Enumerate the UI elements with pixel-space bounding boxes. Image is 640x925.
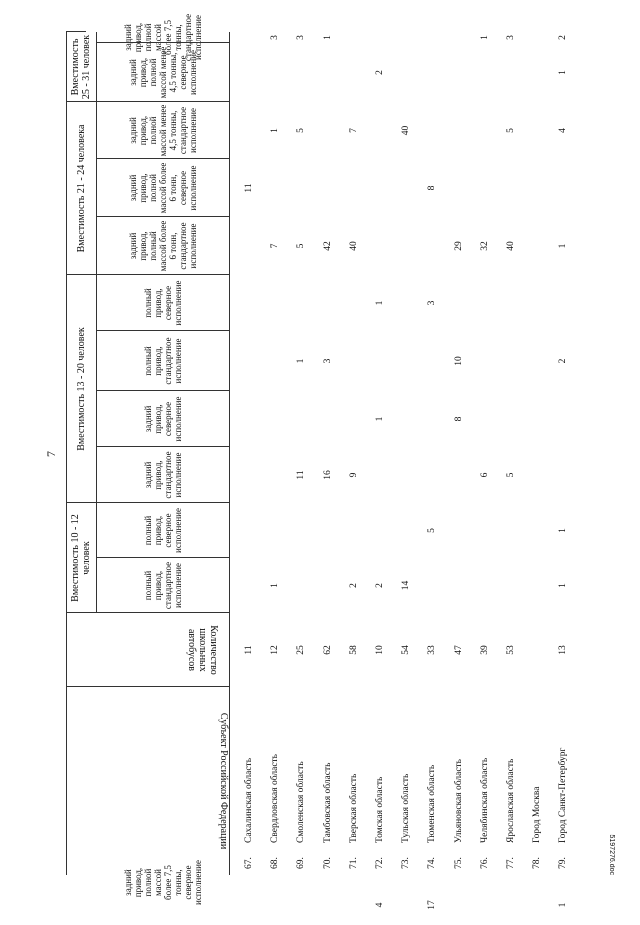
header-capacity-group: Вместимость 25 - 31 человек bbox=[70, 34, 92, 100]
row-cell-value: 3 bbox=[296, 35, 307, 40]
row-subject-name: Тамбовская область bbox=[322, 762, 333, 843]
row-bus-count: 62 bbox=[322, 645, 333, 655]
row-cell-value: 4 bbox=[558, 128, 569, 133]
row-number: 68. bbox=[270, 857, 281, 869]
row-cell-value: 1 bbox=[270, 128, 281, 133]
row-cell-value: 6 bbox=[479, 472, 490, 478]
row-subject-name: Свердловская область bbox=[270, 753, 281, 843]
row-subject-name: Томская область bbox=[375, 776, 385, 843]
grid-line bbox=[96, 42, 229, 43]
header-capacity-group: Вместимость 21 - 24 человека bbox=[75, 124, 87, 253]
grid-line bbox=[66, 502, 229, 503]
row-bus-count: 47 bbox=[453, 645, 464, 655]
row-cell-value: 1 bbox=[375, 416, 385, 422]
row-cell-value: 40 bbox=[506, 241, 516, 251]
row-subject-name: Смоленская область bbox=[296, 761, 307, 843]
grid-line bbox=[96, 330, 229, 331]
grid-line bbox=[96, 216, 229, 217]
row-cell-value: 5 bbox=[506, 472, 516, 478]
row-cell-value: 5 bbox=[427, 528, 438, 533]
header-capacity-group: Вместимость 13 - 20 человек bbox=[75, 327, 87, 451]
header-capacity-group: Вместимость 10 - 12 человек bbox=[70, 514, 92, 602]
grid-line bbox=[66, 32, 67, 875]
row-subject-name: Тюменская область bbox=[427, 764, 438, 843]
row-number: 70. bbox=[322, 857, 333, 869]
row-number: 75. bbox=[453, 857, 464, 869]
row-subject-name: Город Санкт-Петербург bbox=[558, 747, 569, 843]
header-drive-column: полный привод, стандартное исполнение bbox=[142, 561, 183, 610]
row-cell-value: 5 bbox=[506, 128, 516, 133]
header-drive-column: полный привод, северное исполнение bbox=[142, 280, 183, 326]
row-cell-value: 1 bbox=[479, 35, 490, 40]
row-cell-value: 14 bbox=[401, 580, 412, 591]
row-number: 79. bbox=[558, 857, 569, 869]
grid-line bbox=[96, 557, 229, 558]
row-cell-value: 17 bbox=[427, 900, 438, 910]
row-number: 76. bbox=[479, 857, 490, 869]
row-number: 72. bbox=[375, 857, 385, 869]
row-cell-value: 7 bbox=[348, 128, 359, 133]
grid-line bbox=[96, 446, 229, 447]
row-cell-value: 10 bbox=[453, 356, 464, 366]
row-cell-value: 3 bbox=[506, 35, 516, 40]
row-subject-name: Челябинская область bbox=[479, 757, 490, 843]
grid-line bbox=[96, 390, 229, 391]
header-drive-column: задний привод, северное исполнение bbox=[142, 396, 183, 442]
row-cell-value: 1 bbox=[558, 70, 569, 75]
row-cell-value: 1 bbox=[322, 35, 333, 40]
row-bus-count: 13 bbox=[558, 645, 569, 655]
row-bus-count: 39 bbox=[479, 645, 490, 655]
row-subject-name: Тверская область bbox=[348, 773, 359, 843]
page-number: 7 bbox=[44, 451, 58, 457]
row-cell-value: 40 bbox=[348, 241, 359, 251]
row-bus-count: 10 bbox=[375, 645, 385, 655]
row-cell-value: 3 bbox=[427, 300, 438, 306]
row-cell-value: 8 bbox=[427, 185, 438, 191]
grid-line bbox=[66, 274, 229, 275]
row-cell-value: 4 bbox=[375, 902, 385, 908]
row-cell-value: 2 bbox=[375, 70, 385, 75]
row-cell-value: 11 bbox=[244, 183, 254, 193]
row-subject-name: Ульяновская область bbox=[453, 758, 464, 843]
row-bus-count: 54 bbox=[401, 645, 412, 655]
grid-line bbox=[66, 101, 229, 102]
row-cell-value: 2 bbox=[375, 583, 385, 588]
grid-line bbox=[66, 31, 86, 32]
row-bus-count: 25 bbox=[296, 645, 307, 655]
header-subject: Субъект Российской Федерации bbox=[218, 712, 229, 850]
row-bus-count: 12 bbox=[270, 645, 281, 655]
header-drive-column: полный привод, стандартное исполнение bbox=[142, 337, 183, 385]
row-cell-value: 1 bbox=[558, 243, 569, 249]
row-subject-name: Ярославская область bbox=[506, 758, 516, 843]
row-cell-value: 40 bbox=[401, 125, 412, 136]
row-cell-value: 32 bbox=[479, 241, 490, 251]
header-drive-column: задний привод, полной массой более 6 тонн, северное исполнение bbox=[127, 162, 198, 214]
row-subject-name: Город Москва bbox=[532, 786, 543, 843]
document-id: 5197276.doc bbox=[608, 834, 615, 875]
header-drive-column: задний привод, стандартное исполнение bbox=[142, 451, 183, 499]
grid-line bbox=[66, 686, 229, 687]
row-cell-value: 3 bbox=[322, 358, 333, 364]
header-drive-column: задний привод, полной массой менее 4,5 тонны, стандартное исполнение bbox=[127, 104, 198, 157]
row-cell-value: 1 bbox=[558, 902, 569, 908]
row-subject-name: Тульская область bbox=[401, 773, 412, 843]
row-cell-value: 5 bbox=[296, 243, 307, 249]
row-cell-value: 9 bbox=[348, 472, 359, 478]
row-cell-value: 16 bbox=[322, 470, 333, 480]
grid-line bbox=[96, 32, 97, 613]
row-cell-value: 1 bbox=[558, 583, 569, 588]
row-cell-value: 7 bbox=[270, 243, 281, 249]
grid-line bbox=[229, 32, 230, 875]
row-cell-value: 1 bbox=[296, 358, 307, 364]
row-number: 67. bbox=[244, 857, 254, 869]
header-drive-column: задний привод, полный массой более 6 тонн, стандартное исполнение bbox=[127, 220, 198, 272]
row-cell-value: 29 bbox=[453, 241, 464, 251]
row-bus-count: 53 bbox=[506, 645, 516, 655]
row-cell-value: 5 bbox=[296, 128, 307, 133]
row-cell-value: 1 bbox=[375, 300, 385, 306]
grid-line bbox=[66, 612, 229, 613]
header-drive-column: задний привод, полной массой более 7,5 тонны, северное исполнение bbox=[122, 860, 203, 905]
row-cell-value: 1 bbox=[558, 528, 569, 533]
row-bus-count: 33 bbox=[427, 645, 438, 655]
row-cell-value: 2 bbox=[558, 358, 569, 364]
row-cell-value: 11 bbox=[296, 470, 307, 480]
row-number: 77. bbox=[506, 857, 516, 869]
grid-line bbox=[96, 158, 229, 159]
header-drive-column: задний привод, полной массой более 7,5 тонны, стандартное исполнение bbox=[122, 13, 203, 62]
row-cell-value: 42 bbox=[322, 241, 333, 251]
row-number: 78. bbox=[532, 857, 543, 869]
row-number: 74. bbox=[427, 857, 438, 869]
row-bus-count: 58 bbox=[348, 645, 359, 655]
row-number: 71. bbox=[348, 857, 359, 869]
header-drive-column: полный привод, северное исполнение bbox=[142, 508, 183, 553]
row-number: 69. bbox=[296, 857, 307, 869]
row-number: 73. bbox=[401, 857, 412, 869]
header-bus-count: Количество школьных автобусов bbox=[186, 625, 219, 675]
row-cell-value: 2 bbox=[348, 583, 359, 588]
row-subject-name: Сахалинская область bbox=[244, 757, 254, 843]
row-cell-value: 3 bbox=[270, 35, 281, 40]
row-bus-count: 11 bbox=[244, 645, 254, 655]
row-cell-value: 8 bbox=[453, 416, 464, 422]
header-drive-column: задний привод, полной массой менее 4,5 тонны, северное исполнение bbox=[127, 46, 198, 99]
row-cell-value: 2 bbox=[558, 35, 569, 40]
row-cell-value: 1 bbox=[270, 583, 281, 588]
